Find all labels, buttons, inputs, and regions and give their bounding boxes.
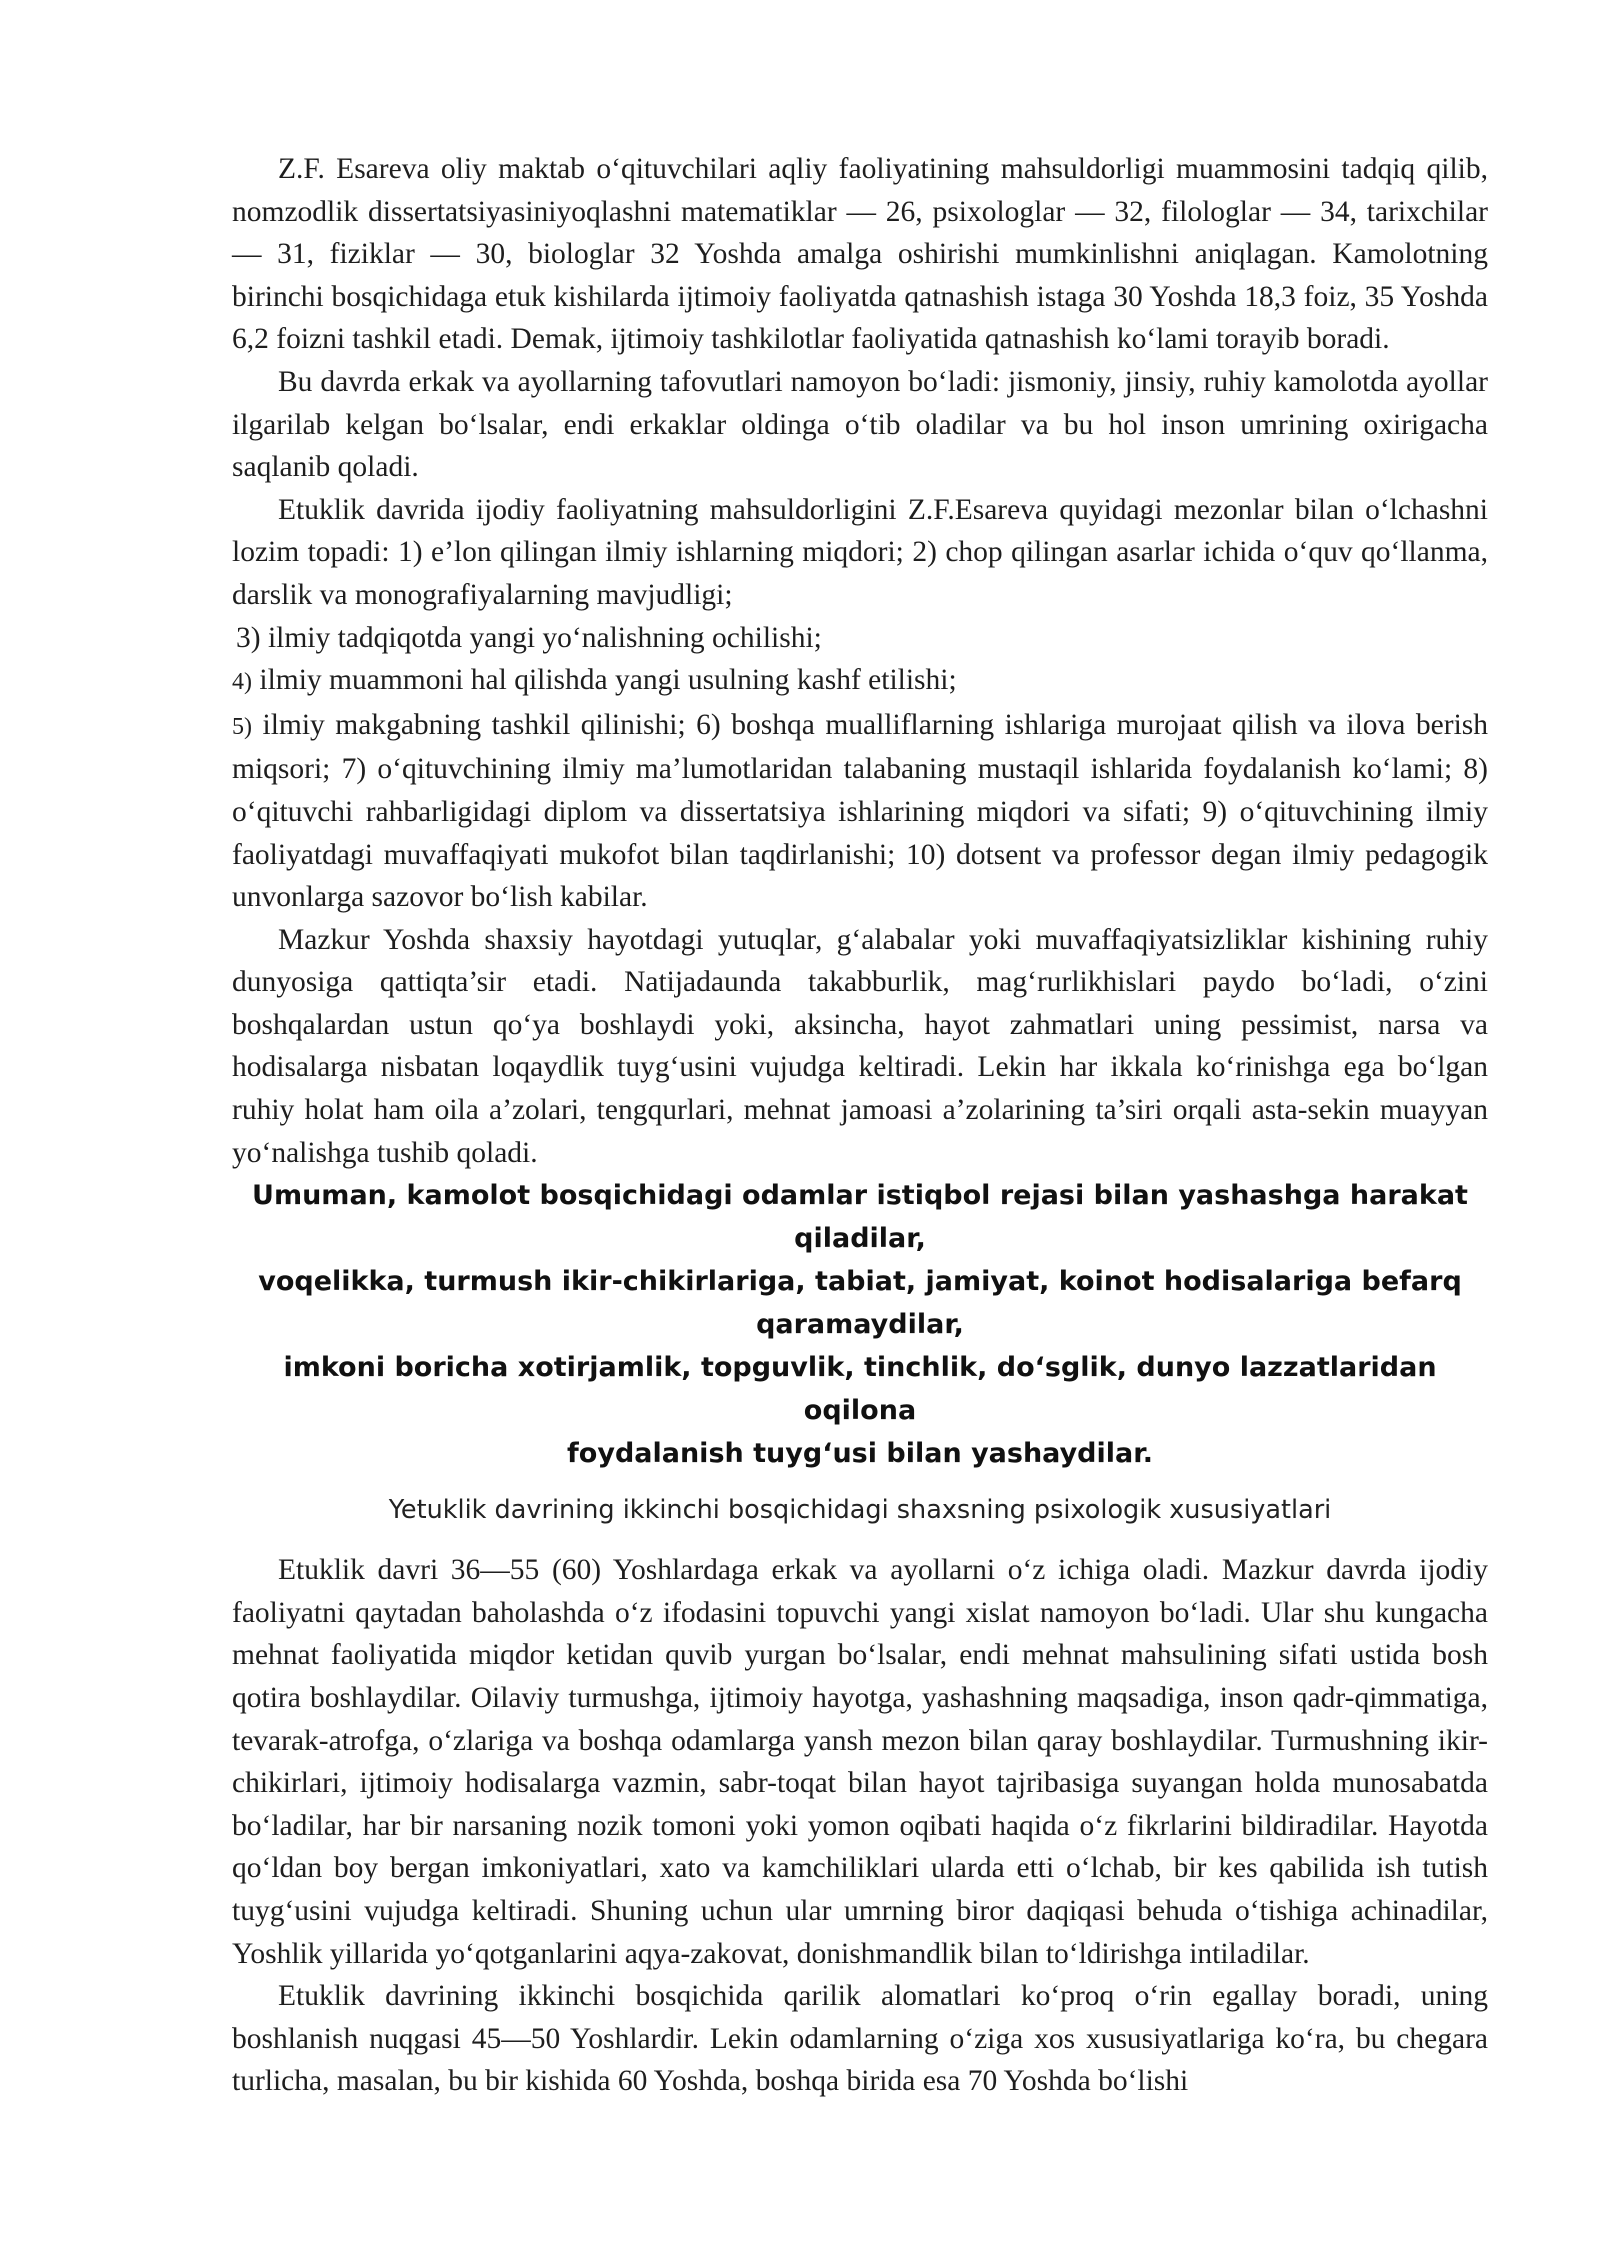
bold-summary-block xyxy=(232,1174,1488,1475)
paragraph-second-stage: Etuklik davri 36—55 (60) Yoshlardaga erkak va ayollarni o‘z ichiga oladi. Mazkur davrda ijodiy faoliyatni qaytadan baholashda o‘z ifodasini topuvchi yangi xislat namoyon bo‘ladi. Ular shu kungacha mehnat faoliyatida miqdor ketidan quvib yurgan bo‘lsalar, endi mehnat mahsulining sifati ustida bosh qotira boshlaydilar. Oilaviy turmushga, ijtimoiy hayotga, yashashning maqsadiga, inson qadr-qimmatiga, tevarak-atrofga, o‘zlariga va boshqa odamlarga yansh mezon bilan qaray boshlaydilar. Turmushning ikir-chikirlari, ijtimoiy hodisalarga vazmin, sabr-toqat bilan hayot tajribasiga suyangan holda munosabatda bo‘ladilar, har bir narsaning nozik tomoni yoki yomon oqibati haqida o‘z fikrlarini bildiradilar. Hayotda qo‘ldan boy bergan imkoniyatlari, xato va kamchiliklari ularda etti o‘lchab, bir kes qabilida ish tutish tuyg‘usini vujudga keltiradi. Shuning uchun ular umrning biror daqiqasi behuda o‘tishiga achinadilar, Yoshlik yillarida yo‘qotganlarini aqya-zakovat, donishmandlik bilan to‘ldirishga intiladilar. xyxy=(232,1554,1488,1970)
paragraph-personal-life: Mazkur Yoshda shaxsiy hayotdagi yutuqlar, g‘alabalar yoki muvaffaqiyatsizliklar kishining ruhiy dunyosiga qattiqta’sir etadi. Natijadaunda takabburlik, mag‘rurlikhislari paydo bo‘ladi, o‘zini boshqalardan ustun qo‘ya boshlaydi yoki, aksincha, hayot zahmatlari uning pessimist, narsa va hodisalarga nisbatan loqaydlik tuyg‘usini vujudga keltiradi. Lekin har ikkala ko‘rinishga ega bo‘lgan ruhiy holat ham oila a’zolari, tengqurlari, mehnat jamoasi a’zolarining ta’siri orqali asta-sekin muayyan yo‘nalishga tushib qoladi. xyxy=(232,923,1488,1169)
paragraph-esareva-research: Z.F. Esareva oliy maktab o‘qituvchilari aqliy faoliyatining mahsuldorligi muammosini tadqiq qilib, nomzodlik dissertatsiyasiniyoqlashni matematiklar — 26, psixologlar — 32, filologlar — 34, tarixchilar — 31, fiziklar — 30, biologlar 32 Yoshda amalga oshirishi mumkinlishni aniqlagan. Kamolotning birinchi bosqichidaga etuk kishilarda ijtimoiy faoliyatda qatnashish istaga 30 Yoshda 18,3 foiz, 35 Yoshda 6,2 foizni tashkil etadi. Demak, ijtimoiy tashkilotlar faoliyatida qatnashish ko‘lami torayib boradi. xyxy=(232,153,1488,356)
criteria-item-3: 3) ilmiy tadqiqotda yangi yo‘nalishning ochilishi; xyxy=(236,621,822,654)
bold-summary-line: Umuman, kamolot bosqichidagi odamlar istiqbol rejasi bilan yashashga harakat qiladilar, xyxy=(252,1180,1468,1255)
document-page xyxy=(232,148,1488,2103)
paragraph-aging-signs: Etuklik davrining ikkinchi bosqichida qarilik alomatlari ko‘proq o‘rin egallay boradi, uning boshlanish nuqgasi 45—50 Yoshlardir. Lekin odamlarning o‘ziga xos xususiyatlariga ko‘ra, bu chegara turlicha, masalan, bu bir kishida 60 Yoshda, boshqa birida esa 70 Yoshda bo‘lishi xyxy=(232,1980,1488,2098)
bold-summary-line: foydalanish tuyg‘usi bilan yashaydilar. xyxy=(567,1438,1153,1470)
paragraph-criteria-intro: Etuklik davrida ijodiy faoliyatning mahsuldorligini Z.F.Esareva quyidagi mezonlar bilan o‘lchashni lozim topadi: 1) e’lon qilingan ilmiy ishlarning miqdori; 2) chop qilingan asarlar ichida o‘quv qo‘llanma, darslik va monografiyalarning mavjudligi; xyxy=(232,493,1488,611)
criteria-item-4-number: 4) xyxy=(232,669,252,696)
bold-summary-line: imkoni boricha xotirjamlik, topguvlik, tinchlik, do‘sglik, dunyo lazzatlaridan oqilona xyxy=(283,1352,1437,1427)
criteria-item-5-to-10 xyxy=(232,704,1488,919)
criteria-item-5-number: 5) xyxy=(232,713,252,740)
paragraph-gender-differences: Bu davrda erkak va ayollarning tafovutlari namoyon bo‘ladi: jismoniy, jinsiy, ruhiy kamolotda ayollar ilgarilab kelgan bo‘lsalar, endi erkaklar oldinga o‘tib oladilar va bu hol inson umrining oxirigacha saqlanib qoladi. xyxy=(232,365,1488,484)
bold-summary-line: voqelikka, turmush ikir-chikirlariga, tabiat, jamiyat, koinot hodisalariga befarq qaramaydilar, xyxy=(258,1266,1462,1341)
section-subheading: Yetuklik davrining ikkinchi bosqichidagi shaxsning psixologik xususiyatlari xyxy=(388,1495,1332,1526)
criteria-item-4-text: ilmiy muammoni hal qilishda yangi usulning kashf etilishi; xyxy=(252,664,957,697)
criteria-item-4 xyxy=(232,659,1488,704)
criteria-item-5-text: ilmiy makgabning tashkil qilinishi; 6) boshqa mualliflarning ishlariga murojaat qilish va ilova berish miqsori; 7) o‘qituvchining ilmiy ma’lumotlaridan talabaning mustaqil ishlarida foydalanish ko‘lami; 8) o‘qituvchi rahbarligidagi diplom va dissertatsiya ishlarining miqdori va sifati; 9) o‘qituvchining ilmiy faoliyatdagi muvaffaqiyati mukofot bilan taqdirlanishi; 10) dotsent va professor degan ilmiy pedagogik unvonlarga sazovor bo‘lish kabilar. xyxy=(232,708,1488,914)
